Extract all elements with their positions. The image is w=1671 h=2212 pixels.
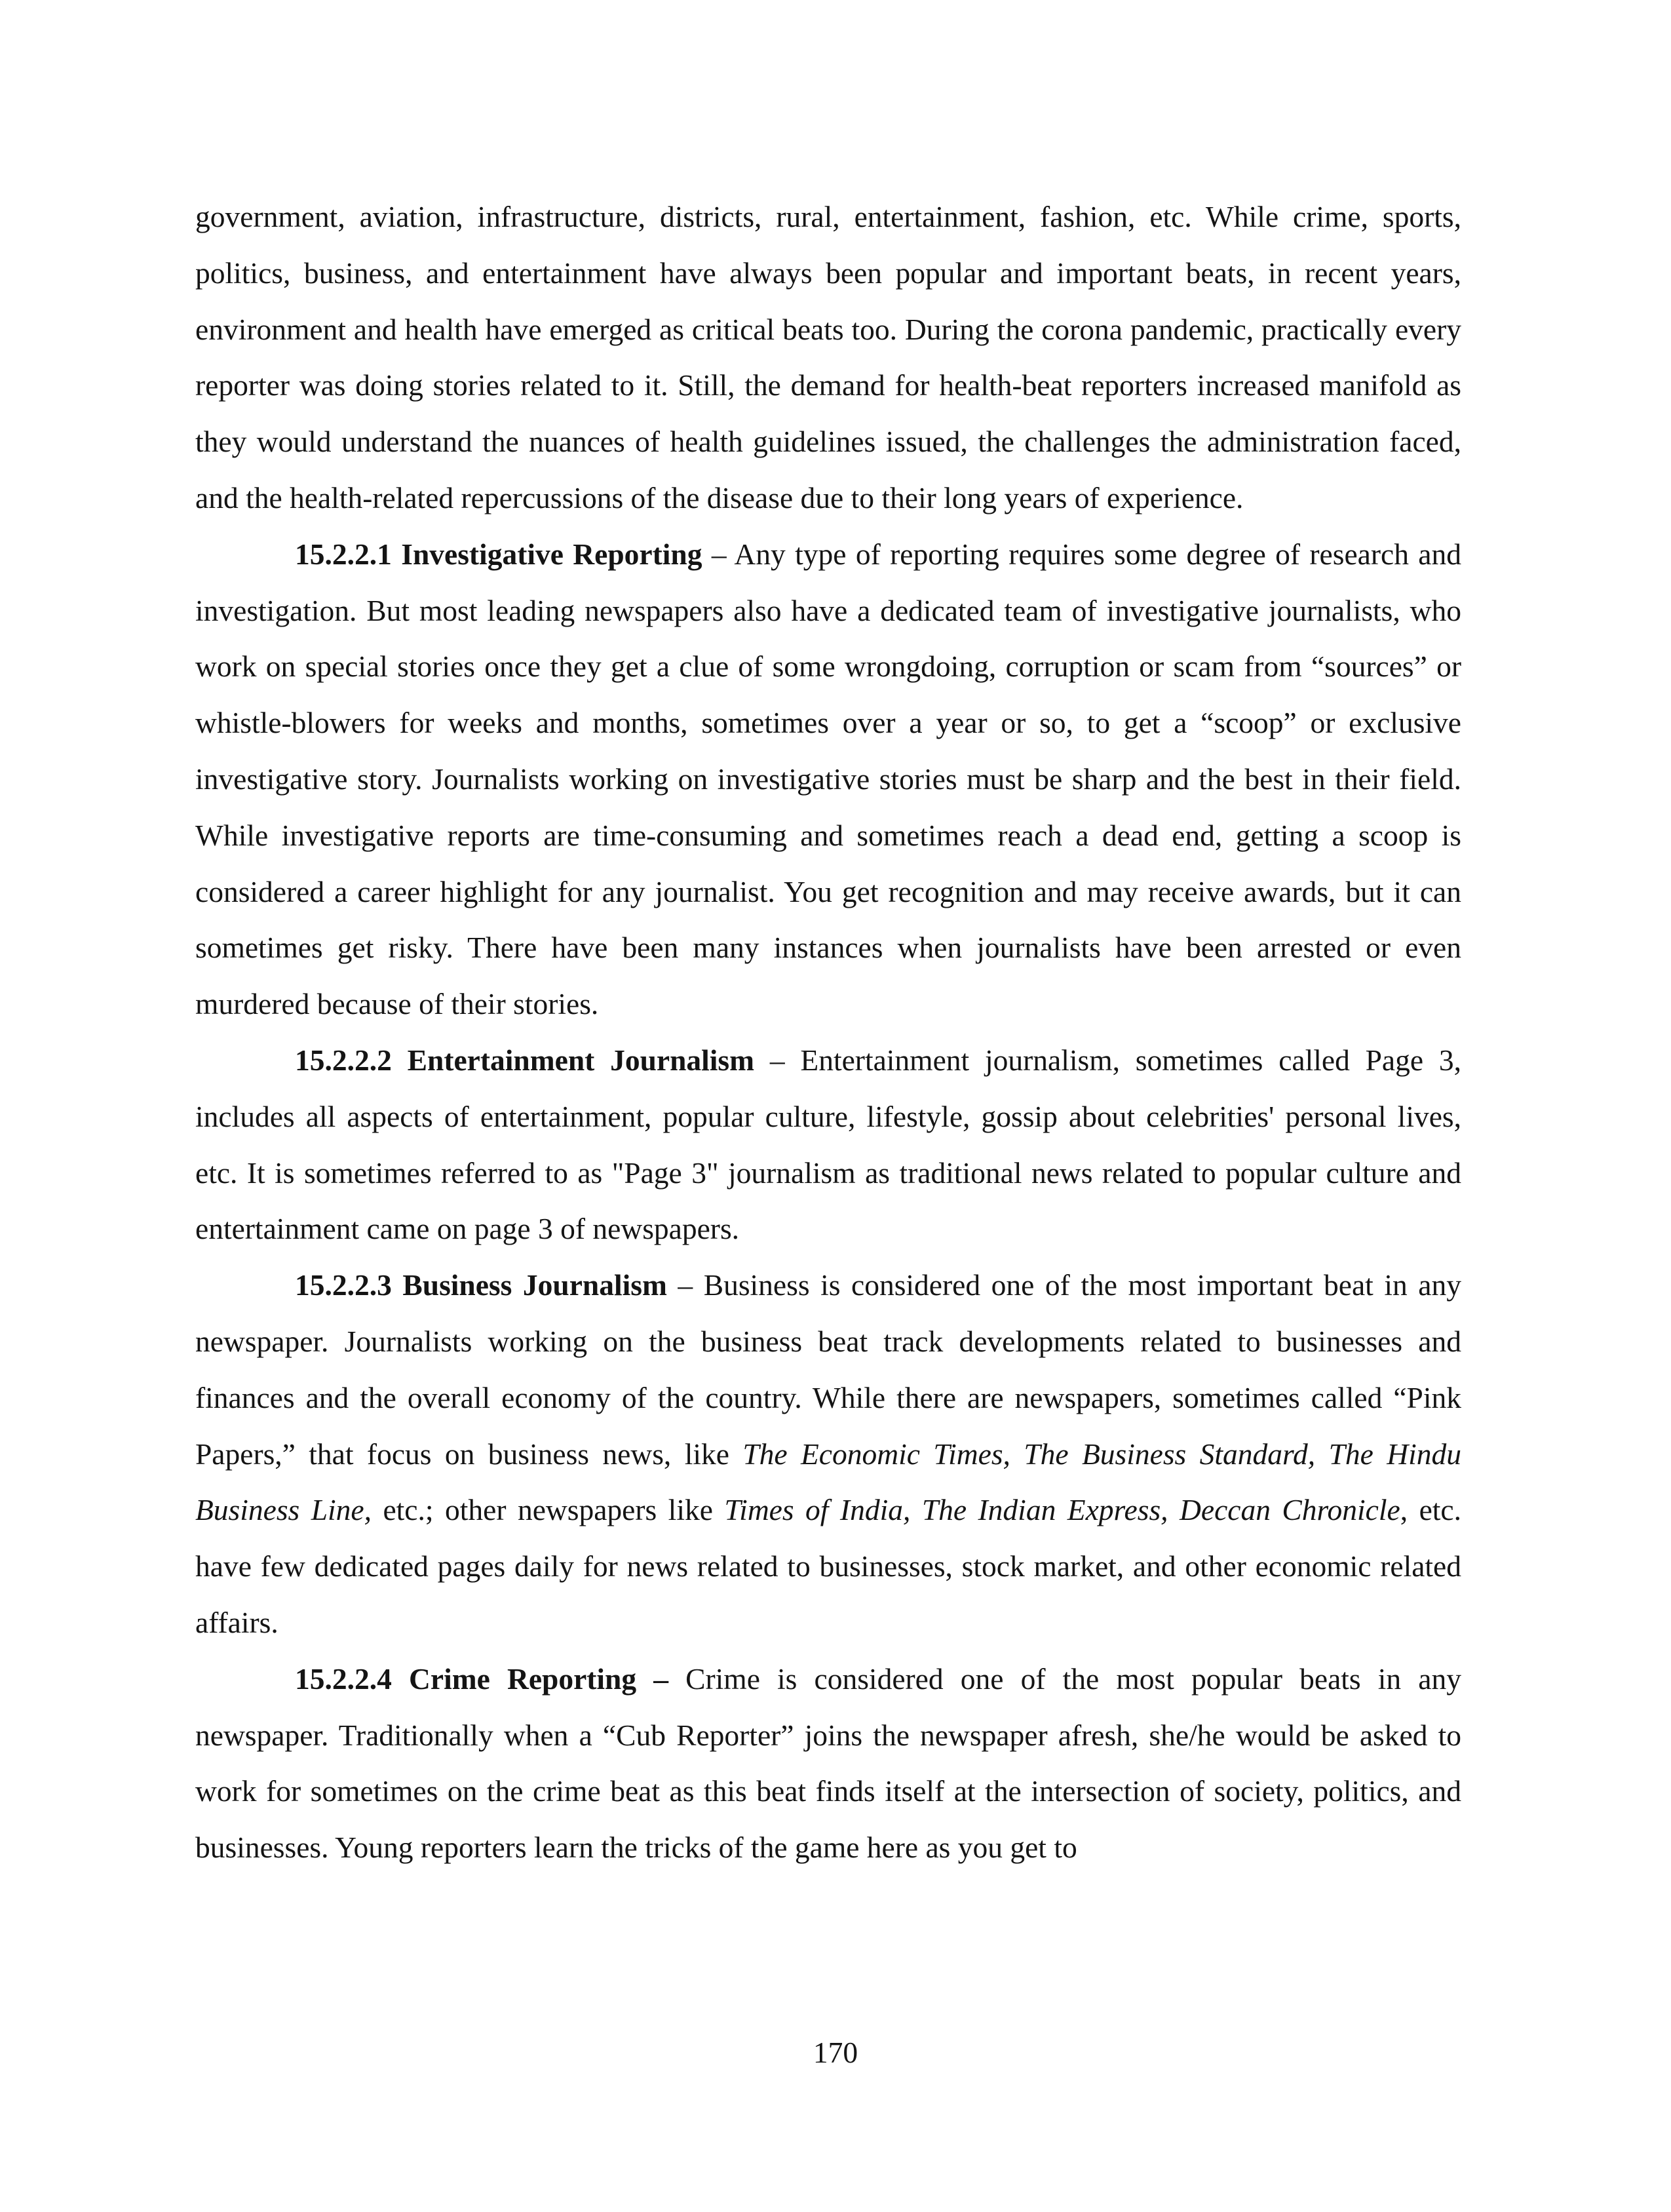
page-number: 170 bbox=[813, 2036, 858, 2069]
crime-reporting-heading: 15.2.2.4 Crime Reporting bbox=[295, 1661, 637, 1696]
business-journalism-text-2: etc.; other newspapers like bbox=[372, 1493, 725, 1527]
heading-separator: – bbox=[702, 537, 735, 571]
heading-separator: – bbox=[636, 1661, 686, 1696]
heading-separator: – bbox=[666, 1268, 704, 1302]
investigative-reporting-heading: 15.2.2.1 Investigative Reporting bbox=[295, 537, 702, 571]
business-journalism-paragraph bbox=[195, 1257, 1461, 1651]
business-journalism-heading: 15.2.2.3 Business Journalism bbox=[295, 1268, 667, 1302]
intro-text: government, aviation, infrastructure, districts, rural, entertainment, fashion, etc. While crime, sports, politics, business, and entertainment have always been popular and important beats, in recent years, environment and health have emerged as critical beats too. During the corona pandemic, practically every reporter was doing stories related to it. Still, the demand for health-beat reporters increased manifold as they would understand the nuances of health guidelines issued, the challenges the administration faced, and the health-related repercussions of the disease due to their long years of experience. bbox=[195, 200, 1461, 514]
pink-papers-list: The Economic Times, The Business Standard, The Hindu Business Line, bbox=[195, 1437, 1461, 1527]
entertainment-journalism-heading: 15.2.2.2 Entertainment Journalism bbox=[295, 1043, 755, 1077]
investigative-reporting-text: Any type of reporting requires some degree of research and investigation. But most leading newspapers also have a dedicated team of investigative journalists, who work on special stories once they get a clue of some wrongdoing, corruption or scam from “sources” or whistle-blowers for weeks and months, sometimes over a year or so, to get a “scoop” or exclusive investigative story. Journalists working on investigative stories must be sharp and the best in their field. While investigative reports are time-consuming and sometimes reach a dead end, getting a scoop is considered a career highlight for any journalist. You get recognition and may receive awards, but it can sometimes get risky. There have been many instances when journalists have been arrested or even murdered because of their stories. bbox=[195, 537, 1461, 1021]
intro-paragraph bbox=[195, 189, 1461, 526]
general-newspapers-list: Times of India, The Indian Express, Deccan Chronicle bbox=[724, 1493, 1400, 1527]
crime-reporting-text: Crime is considered one of the most popular beats in any newspaper. Traditionally when a “Cub Reporter” joins the newspaper afresh, she/he would be asked to work for sometimes on the crime beat as this beat finds itself at the intersection of society, politics, and businesses. Young reporters learn the tricks of the game here as you get to bbox=[195, 1661, 1461, 1865]
entertainment-journalism-text: Entertainment journalism, sometimes called Page 3, includes all aspects of entertainment, popular culture, lifestyle, gossip about celebrities' personal lives, etc. It is sometimes referred to as "Page 3" journalism as traditional news related to popular culture and entertainment came on page 3 of newspapers. bbox=[195, 1043, 1462, 1246]
business-journalism-text-3: , etc. have few dedicated pages daily for news related to businesses, stock market, and other economic related affairs. bbox=[195, 1493, 1461, 1639]
entertainment-journalism-paragraph bbox=[195, 1032, 1461, 1257]
document-body bbox=[195, 189, 1461, 1876]
heading-separator: – bbox=[754, 1043, 801, 1077]
business-journalism-text-1: Business is considered one of the most important beat in any newspaper. Journalists working on the business beat track developments related to businesses and finances and the overall economy of the country. While there are newspapers, sometimes called “Pink Papers,” that focus on business news, like bbox=[195, 1268, 1461, 1471]
investigative-reporting-paragraph bbox=[195, 526, 1461, 1032]
crime-reporting-paragraph bbox=[195, 1651, 1461, 1876]
